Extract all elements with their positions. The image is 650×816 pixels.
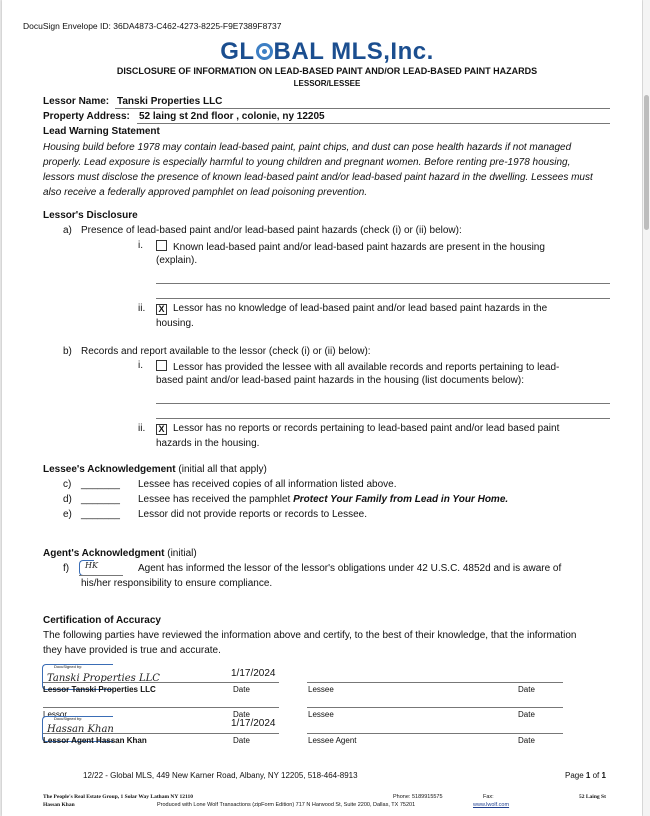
agent-ack-text-cont: his/her responsibility to ensure compliance. xyxy=(81,578,273,589)
ack-c-label: c) xyxy=(63,479,72,490)
lessee-ack-note: (initial all that apply) xyxy=(175,464,267,475)
lessor-name-label: Lessor Name: xyxy=(43,96,110,107)
lessee2-date-label: Date xyxy=(518,710,535,719)
ack-c-text: Lessee has received copies of all information listed above. xyxy=(138,479,397,490)
agent-signature[interactable]: Hassan Khan xyxy=(47,724,114,735)
agent-ack-text: Agent has informed the lessor of the lessor's obligations under 42 U.S.C. 4852d and is aware of xyxy=(138,563,562,574)
lessee-ack-title: Lessee's Acknowledgement xyxy=(43,464,176,475)
page-prefix: Page xyxy=(565,771,586,780)
lessee-agent-date-label: Date xyxy=(518,736,535,745)
lessor-sign-date: 1/17/2024 xyxy=(231,668,276,679)
page-mid: of xyxy=(590,771,602,780)
agent-ack-heading xyxy=(43,548,197,559)
lessor-sign-label: Lessor Tanski Properties LLC xyxy=(43,685,156,694)
lead-warning-heading: Lead Warning Statement xyxy=(43,126,160,137)
disclosure-b-text: Records and report available to the lessor (check (i) or (ii) below): xyxy=(81,346,371,357)
certification-text: The following parties have reviewed the information above and certify, to the best of their knowledge, that the information xyxy=(43,630,577,641)
footer-phone: Phone: 5189915575 xyxy=(393,794,443,800)
a-i-checkbox[interactable] xyxy=(156,240,167,251)
ack-e-text: Lessor did not provide reports or records to Lessee. xyxy=(138,509,368,520)
a-ii-text: Lessor has no knowledge of lead-based paint and/or lead based paint hazards in the xyxy=(173,303,548,314)
docusigned-by-1: DocuSigned by: xyxy=(54,664,83,669)
agent-sign-label: Lessor Agent Hassan Khan xyxy=(43,736,147,745)
b-i-item xyxy=(156,360,559,373)
document-subtitle: LESSOR/LESSEE xyxy=(293,79,361,88)
footer-website-link[interactable]: www.lwolf.com xyxy=(473,802,510,808)
a-i-item xyxy=(156,240,545,253)
lessee-sign-label: Lessee xyxy=(308,685,334,694)
ack-e-label: e) xyxy=(63,509,72,520)
a-i-text-cont: (explain). xyxy=(156,255,198,266)
document-page xyxy=(2,0,642,816)
agent-f-label: f) xyxy=(63,563,70,574)
b-ii-text-cont: hazards in the housing. xyxy=(156,438,260,449)
footer-agent: Hassan Khan xyxy=(43,802,75,808)
a-ii-checkbox[interactable]: X xyxy=(156,304,167,315)
ack-c-blank[interactable]: _______ xyxy=(81,479,120,490)
footer-produced: Produced with Lone Wolf Transactions (zipForm Edition) 717 N Harwood St, Suite 2200, Dallas, TX 75201 xyxy=(157,802,416,808)
ack-d-item xyxy=(138,494,508,505)
lessor-signature[interactable]: Tanski Properties LLC xyxy=(47,673,160,684)
ack-d-label: d) xyxy=(63,494,72,505)
disclosure-a-text: Presence of lead-based paint and/or lead-based paint hazards (check (i) or (ii) below): xyxy=(81,225,462,236)
agent-sign-date: 1/17/2024 xyxy=(231,718,276,729)
agent-ack-title: Agent's Acknowledgment xyxy=(43,548,165,559)
lessor-disclosure-heading: Lessor's Disclosure xyxy=(43,210,138,221)
b-i-text: Lessor has provided the lessee with all available records and reports pertaining to lead- xyxy=(173,362,560,373)
ack-d-pamphlet: Protect Your Family from Lead in Your Home. xyxy=(293,494,509,505)
b-ii-label: ii. xyxy=(138,423,146,434)
footer-company: The People's Real Estate Group, 1 Solar Way Latham NY 12110 xyxy=(43,794,193,800)
ack-e-blank[interactable]: _______ xyxy=(81,509,120,520)
a-ii-item xyxy=(156,303,547,315)
scrollbar-thumb[interactable] xyxy=(644,95,649,230)
page-current: 1 xyxy=(585,771,591,780)
agent-initials[interactable]: HK xyxy=(85,561,98,570)
lessee2-sign-label: Lessee xyxy=(308,710,334,719)
lessee-ack-heading xyxy=(43,464,267,475)
document-title: DISCLOSURE OF INFORMATION ON LEAD-BASED PAINT AND/OR LEAD-BASED PAINT HAZARDS xyxy=(116,66,538,76)
ack-d-text: Lessee has received the pamphlet xyxy=(138,494,294,505)
agent-date-label: Date xyxy=(233,736,250,745)
property-address-value: 52 laing st 2nd floor , colonie, ny 12205 xyxy=(139,111,325,122)
certification-heading: Certification of Accuracy xyxy=(43,615,161,626)
property-address-label: Property Address: xyxy=(43,111,130,122)
b-ii-checkbox[interactable]: X xyxy=(156,424,167,435)
a-ii-label: ii. xyxy=(138,303,146,314)
lessor-date-label: Date xyxy=(233,685,250,694)
lessor-name-value: Tanski Properties LLC xyxy=(117,96,223,107)
a-ii-text-cont: housing. xyxy=(156,318,194,329)
ack-d-blank[interactable]: _______ xyxy=(81,494,120,505)
logo-text-end: BAL MLS,Inc. xyxy=(273,38,434,65)
lessor2-sign-label: Lessor xyxy=(43,710,68,719)
globe-icon xyxy=(256,43,273,60)
lessee-date-label: Date xyxy=(518,685,535,694)
certification-text-cont: they have provided is true and accurate. xyxy=(43,645,221,656)
lessor2-date-label: Date xyxy=(233,710,250,719)
b-i-checkbox[interactable] xyxy=(156,360,167,371)
footer-fax: Fax: xyxy=(483,794,494,800)
page-number xyxy=(565,771,606,780)
b-ii-item xyxy=(156,423,559,435)
agent-ack-note: (initial) xyxy=(164,548,197,559)
page-total: 1 xyxy=(601,771,606,780)
envelope-id: DocuSign Envelope ID: 36DA4873-C462-4273-8225-F9E7389F8737 xyxy=(23,21,282,31)
a-i-label: i. xyxy=(138,240,143,251)
b-i-label: i. xyxy=(138,360,143,371)
scrollbar[interactable] xyxy=(643,0,650,816)
logo-text-start: GL xyxy=(220,38,255,65)
docusigned-by-2: DocuSigned by: xyxy=(54,716,83,721)
footer-property: 52 Laing St xyxy=(579,794,606,800)
a-i-text: Known lead-based paint and/or lead-based paint hazards are present in the housing xyxy=(173,242,545,253)
company-logo xyxy=(202,38,452,66)
disclosure-a-label: a) xyxy=(63,225,72,236)
b-i-text-cont: based paint and/or lead-based paint hazards in the housing (list documents below): xyxy=(156,375,525,386)
lessee-agent-sign-label: Lessee Agent xyxy=(308,736,357,745)
disclosure-b-label: b) xyxy=(63,346,72,357)
lead-warning-text: Housing build before 1978 may contain lead-based paint, paint chips, and dust can pose health hazards if not managed properly. Lead exposure is especially harmful to young children and pregnant women. Before renting pre-1978 housing, lessors must disclose the presence of known lead-based paint and/or lead-based paint hazard in the dwelling. Lessees must also receive a federally approved pamphlet on lead poisoning prevention. xyxy=(43,142,593,198)
b-ii-text: Lessor has no reports or records pertaining to lead-based paint and/or lead based paint xyxy=(173,423,560,434)
footer-address: 12/22 - Global MLS, 449 New Karner Road, Albany, NY 12205, 518-464-8913 xyxy=(83,771,358,780)
